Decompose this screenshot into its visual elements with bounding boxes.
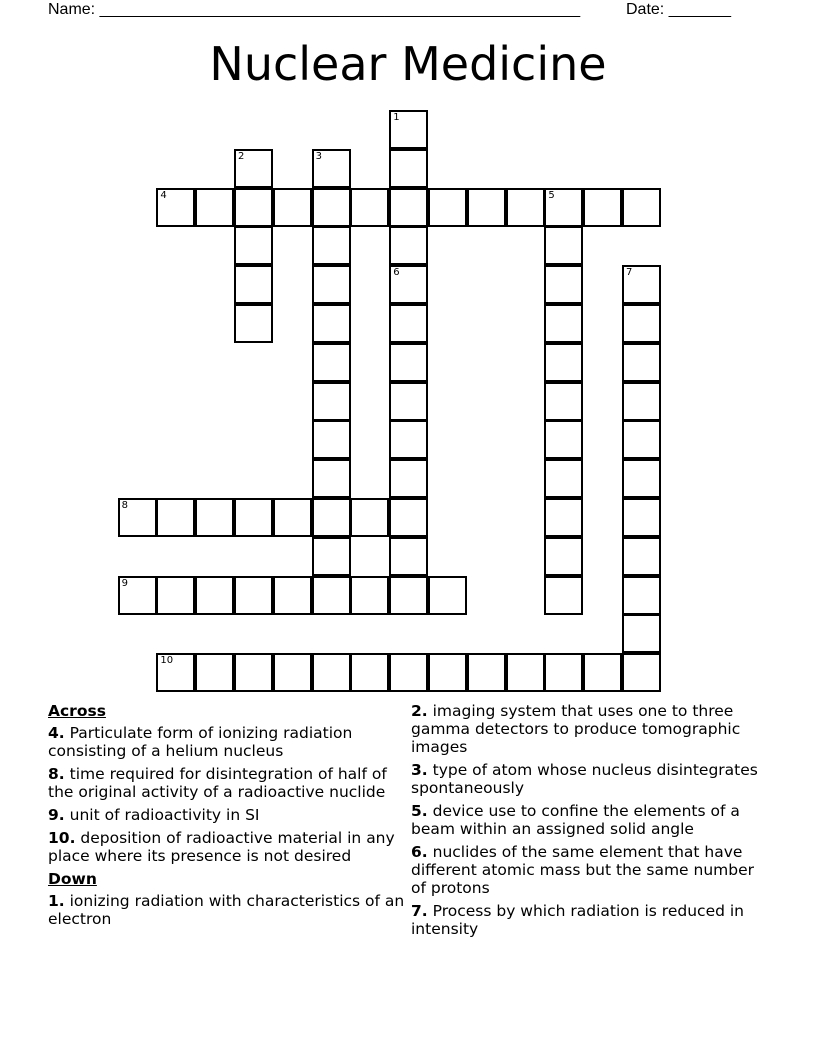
clue-down-3: 3. type of atom whose nucleus disintegrates spontaneously (411, 761, 758, 797)
clue-across-10: 10. deposition of radioactive material in any place where its presence is not desired (48, 829, 395, 865)
grid-cell[interactable] (428, 576, 467, 615)
grid-cell[interactable] (622, 382, 661, 421)
grid-cell[interactable] (234, 265, 273, 304)
grid-cell[interactable] (312, 653, 351, 692)
grid-cell[interactable] (544, 304, 583, 343)
grid-cell[interactable] (312, 459, 351, 498)
grid-cell[interactable] (195, 653, 234, 692)
grid-cell[interactable] (622, 653, 661, 692)
grid-cell[interactable] (544, 420, 583, 459)
grid-cell[interactable] (312, 188, 351, 227)
grid-cell[interactable] (622, 576, 661, 615)
name-field[interactable]: Name: ______________________________________________________ (48, 1, 581, 18)
grid-cell[interactable] (350, 576, 389, 615)
clue-number-3: 3 (315, 150, 322, 162)
grid-cell[interactable] (389, 537, 428, 576)
grid-cell[interactable] (622, 614, 661, 653)
grid-cell[interactable] (544, 498, 583, 537)
grid-cell[interactable] (273, 653, 312, 692)
grid-cell[interactable] (544, 382, 583, 421)
grid-cell[interactable] (234, 498, 273, 537)
grid-cell[interactable] (544, 653, 583, 692)
clue-number-9: 9 (121, 577, 128, 589)
across-heading: Across (48, 702, 106, 720)
grid-cell[interactable] (312, 304, 351, 343)
grid-cell[interactable] (312, 382, 351, 421)
grid-cell[interactable] (622, 498, 661, 537)
grid-cell[interactable] (467, 188, 506, 227)
page-title: Nuclear Medicine (209, 37, 607, 91)
grid-cell[interactable] (622, 265, 661, 304)
grid-cell[interactable] (544, 188, 583, 227)
grid-cell[interactable] (389, 149, 428, 188)
grid-cell[interactable] (273, 498, 312, 537)
clue-across-9: 9. unit of radioactivity in SI (48, 806, 260, 824)
grid-cell[interactable] (506, 653, 545, 692)
grid-cell[interactable] (389, 226, 428, 265)
grid-cell[interactable] (273, 188, 312, 227)
grid-cell[interactable] (195, 188, 234, 227)
grid-cell[interactable] (156, 188, 195, 227)
grid-cell[interactable] (312, 498, 351, 537)
grid-cell[interactable] (312, 149, 351, 188)
grid-cell[interactable] (389, 576, 428, 615)
grid-cell[interactable] (506, 188, 545, 227)
grid-cell[interactable] (195, 576, 234, 615)
grid-cell[interactable] (234, 149, 273, 188)
grid-cell[interactable] (195, 498, 234, 537)
grid-cell[interactable] (544, 226, 583, 265)
grid-cell[interactable] (389, 653, 428, 692)
grid-cell[interactable] (156, 653, 195, 692)
grid-cell[interactable] (544, 576, 583, 615)
grid-cell[interactable] (234, 576, 273, 615)
grid-cell[interactable] (118, 576, 157, 615)
clue-number-5: 5 (548, 189, 555, 201)
grid-cell[interactable] (312, 265, 351, 304)
grid-cell[interactable] (389, 343, 428, 382)
clue-down-7: 7. Process by which radiation is reduced in intensity (411, 902, 744, 938)
clues-left-column (48, 702, 408, 933)
grid-cell[interactable] (312, 226, 351, 265)
grid-cell[interactable] (389, 110, 428, 149)
grid-cell[interactable] (389, 382, 428, 421)
clue-number-7: 7 (626, 267, 633, 279)
grid-cell[interactable] (350, 498, 389, 537)
grid-cell[interactable] (544, 343, 583, 382)
grid-cell[interactable] (389, 304, 428, 343)
clue-number-1: 1 (393, 112, 400, 123)
grid-cell[interactable] (234, 304, 273, 343)
grid-cell[interactable] (273, 576, 312, 615)
grid-cell[interactable] (389, 188, 428, 227)
grid-cell[interactable] (350, 653, 389, 692)
grid-cell[interactable] (428, 188, 467, 227)
clue-across-8: 8. time required for disintegration of half of the original activity of a radioactive nuclide (48, 765, 387, 801)
grid-cell[interactable] (583, 188, 622, 227)
clue-across-4: 4. Particulate form of ionizing radiation consisting of a helium nucleus (48, 724, 353, 760)
grid-cell[interactable] (622, 420, 661, 459)
clue-number-10: 10 (160, 655, 174, 667)
grid-cell[interactable] (234, 188, 273, 227)
clue-number-4: 4 (160, 189, 167, 201)
grid-cell[interactable] (312, 537, 351, 576)
clue-down-6: 6. nuclides of the same element that have different atomic mass but the same number of protons (411, 843, 755, 897)
grid-cell[interactable] (156, 576, 195, 615)
grid-cell[interactable] (467, 653, 506, 692)
grid-cell[interactable] (544, 537, 583, 576)
grid-cell[interactable] (234, 653, 273, 692)
grid-cell[interactable] (118, 498, 157, 537)
grid-cell[interactable] (389, 265, 428, 304)
date-field[interactable]: Date: _______ (626, 1, 731, 18)
clues-right-column (411, 702, 771, 943)
clue-number-6: 6 (393, 267, 400, 279)
grid-cell[interactable] (544, 265, 583, 304)
grid-cell[interactable] (622, 459, 661, 498)
clue-down-1: 1. ionizing radiation with characteristics of an electron (48, 892, 405, 928)
grid-cell[interactable] (234, 226, 273, 265)
grid-cell[interactable] (389, 459, 428, 498)
clue-number-2: 2 (238, 150, 245, 162)
grid-cell[interactable] (312, 576, 351, 615)
grid-cell[interactable] (389, 420, 428, 459)
grid-cell[interactable] (622, 537, 661, 576)
down-heading: Down (48, 870, 97, 888)
grid-cell[interactable] (622, 188, 661, 227)
clue-number-8: 8 (121, 500, 128, 511)
grid-cell[interactable] (350, 188, 389, 227)
clue-down-2: 2. imaging system that uses one to three gamma detectors to produce tomographic images (411, 702, 741, 756)
grid-cell[interactable] (389, 498, 428, 537)
grid-cell[interactable] (622, 304, 661, 343)
clue-down-5: 5. device use to confine the elements of a beam within an assigned solid angle (411, 802, 740, 838)
grid-cell[interactable] (583, 653, 622, 692)
grid-cell[interactable] (428, 653, 467, 692)
grid-cell[interactable] (312, 343, 351, 382)
grid-cell[interactable] (312, 420, 351, 459)
grid-cell[interactable] (544, 459, 583, 498)
grid-cell[interactable] (622, 343, 661, 382)
grid-cell[interactable] (156, 498, 195, 537)
